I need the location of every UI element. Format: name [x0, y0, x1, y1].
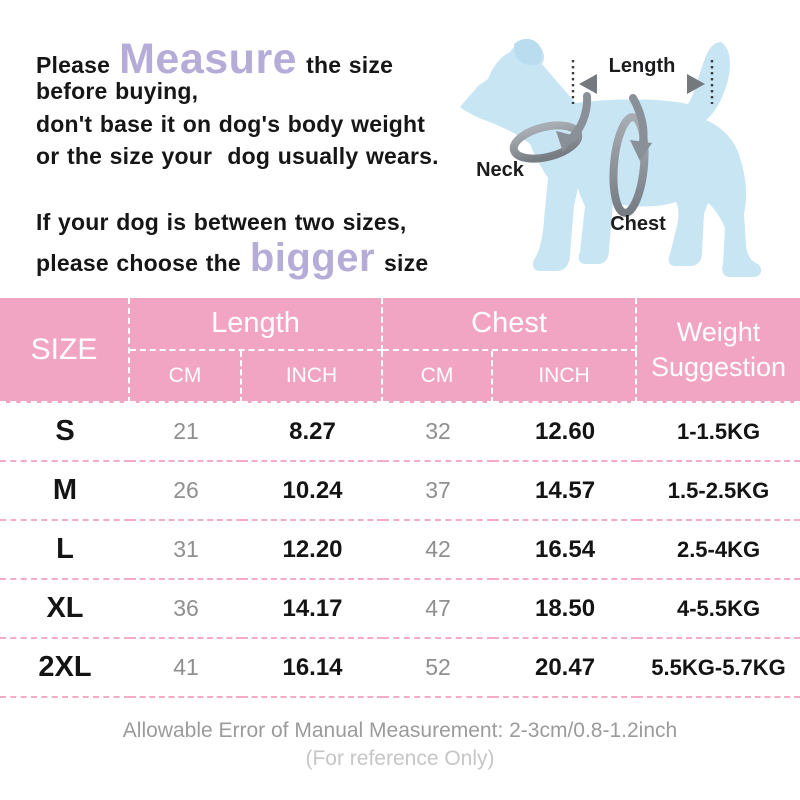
intro-line-5: If your dog is between two sizes, [36, 209, 407, 235]
intro-line-6 [36, 238, 476, 278]
cell-weight: 1.5-2.5KG [637, 462, 800, 521]
cell-weight: 4-5.5KG [637, 580, 800, 639]
intro-line-4: or the size your dog usually wears. [36, 143, 439, 169]
cell-length-cm: 36 [130, 580, 242, 639]
header-row-groups [0, 298, 800, 351]
intro-line6-pre: please choose the [36, 250, 241, 276]
dog-diagram-svg [430, 0, 800, 292]
intro-line1-pre: Please [36, 52, 111, 78]
header-weight-line1: Weight [676, 316, 761, 347]
cell-chest-cm: 37 [383, 462, 493, 521]
length-label: Length [608, 55, 676, 77]
cell-length-cm: 31 [130, 521, 242, 580]
intro-line-1 [36, 35, 476, 83]
header-weight-line2: Suggestion [650, 351, 787, 382]
size-chart-body [0, 403, 800, 698]
cell-size: M [0, 462, 130, 521]
header-length-cm: CM [130, 351, 242, 403]
length-measure-group [573, 55, 712, 104]
cell-length-inch: 14.17 [242, 580, 383, 639]
cell-length-inch: 8.27 [242, 403, 383, 462]
header-length-group: Length [130, 298, 383, 351]
intro-line1-post: the size [306, 52, 394, 78]
cell-chest-cm: 32 [383, 403, 493, 462]
cell-length-inch: 16.14 [242, 639, 383, 698]
disclaimer-line-2: (For reference Only) [305, 747, 495, 770]
cell-length-inch: 12.20 [242, 521, 383, 580]
table-row-s [0, 403, 800, 462]
header-chest-cm: CM [383, 351, 493, 403]
cell-length-inch: 10.24 [242, 462, 383, 521]
intro-bigger-accent: bigger [249, 236, 376, 280]
neck-label: Neck [476, 159, 524, 181]
cell-chest-cm: 47 [383, 580, 493, 639]
cell-weight: 1-1.5KG [637, 403, 800, 462]
size-chart-header [0, 298, 800, 403]
table-row-2xl [0, 639, 800, 698]
header-chest-inch: INCH [493, 351, 637, 403]
dog-measurement-diagram [430, 0, 800, 292]
measurement-disclaimer [0, 717, 800, 772]
cell-length-cm: 41 [130, 639, 242, 698]
cell-size: XL [0, 580, 130, 639]
intro-measure-accent: Measure [119, 35, 298, 83]
header-length-inch: INCH [242, 351, 383, 403]
cell-chest-inch: 12.60 [493, 403, 637, 462]
intro-line6-post: size [384, 250, 429, 276]
cell-length-cm: 26 [130, 462, 242, 521]
cell-chest-cm: 52 [383, 639, 493, 698]
cell-chest-inch: 18.50 [493, 580, 637, 639]
cell-size: L [0, 521, 130, 580]
table-row-l [0, 521, 800, 580]
cell-size: S [0, 403, 130, 462]
cell-chest-inch: 14.57 [493, 462, 637, 521]
table-row-m [0, 462, 800, 521]
cell-length-cm: 21 [130, 403, 242, 462]
cell-size: 2XL [0, 639, 130, 698]
intro-line-3: don't base it on dog's body weight [36, 111, 426, 137]
cell-chest-inch: 20.47 [493, 639, 637, 698]
cell-chest-cm: 42 [383, 521, 493, 580]
header-chest-group: Chest [383, 298, 637, 351]
length-arrowhead-left [579, 74, 597, 94]
disclaimer-line-1: Allowable Error of Manual Measurement: 2-3cm/0.8-1.2inch [122, 719, 678, 742]
table-row-xl [0, 580, 800, 639]
size-chart-table [0, 298, 800, 698]
chest-label: Chest [610, 213, 666, 235]
intro-line-2: before buying, [36, 78, 199, 104]
header-size: SIZE [0, 298, 130, 403]
cell-chest-inch: 16.54 [493, 521, 637, 580]
intro-text-block [36, 35, 476, 280]
cell-weight: 5.5KG-5.7KG [637, 639, 800, 698]
header-weight-suggestion [637, 298, 800, 403]
cell-weight: 2.5-4KG [637, 521, 800, 580]
